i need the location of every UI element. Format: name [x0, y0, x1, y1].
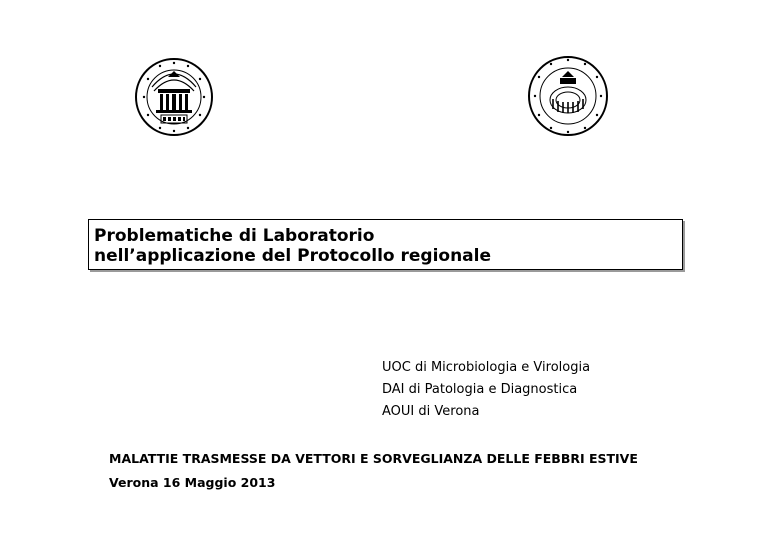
title-box	[88, 219, 683, 270]
affiliation-department: DAI di Patologia e Diagnostica	[382, 382, 578, 397]
hospital-seal-logo	[134, 57, 214, 137]
university-seal-logo	[527, 55, 609, 137]
event-date: Verona 16 Maggio 2013	[109, 475, 276, 490]
affiliation-unit: UOC di Microbiologia e Virologia	[382, 360, 591, 375]
event-title: MALATTIE TRASMESSE DA VETTORI E SORVEGLIANZA DELLE FEBBRI ESTIVE	[109, 451, 638, 466]
title-line-1: Problematiche di Laboratorio	[94, 226, 375, 246]
title-line-2: nell’applicazione del Protocollo regionale	[94, 246, 492, 266]
affiliation-hospital: AOUI di Verona	[382, 404, 480, 419]
